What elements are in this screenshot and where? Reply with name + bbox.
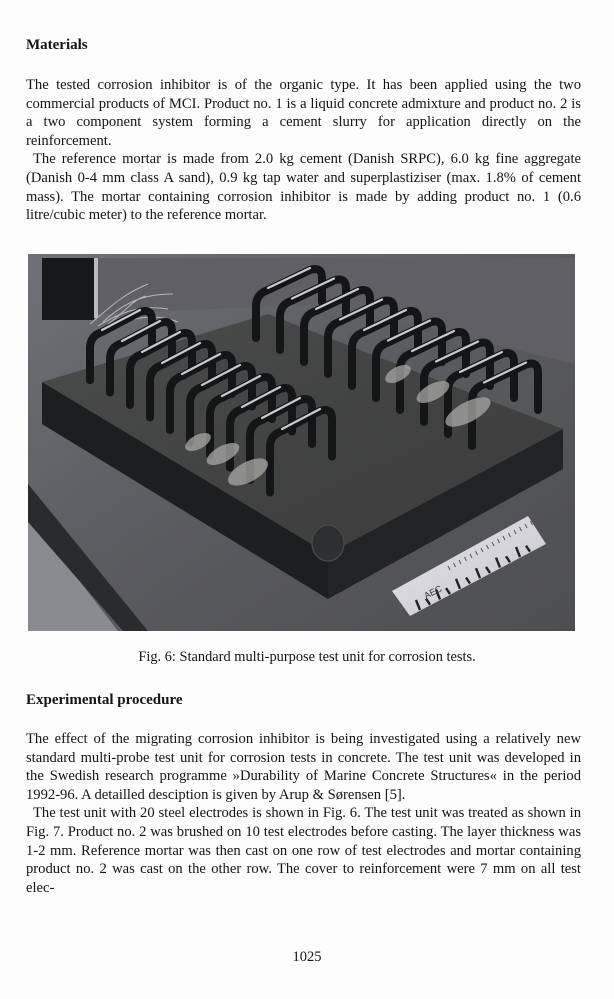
experimental-body [26, 730, 581, 897]
page-number: 1025 [292, 949, 322, 965]
section-heading-materials: Materials [26, 37, 88, 53]
paragraph: The effect of the migrating corrosion inhibitor is being investigated using a relatively new standard multi-probe test unit for corrosion tests in concrete. The test unit was developed in the Swedish research programme »Durability of Marine Concrete Structures« in the period 1992-96. A detailled desciption is given by Arup & Sørensen [5]. [26, 731, 581, 803]
figure-caption: Fig. 6: Standard multi-purpose test unit for corrosion tests. [138, 649, 476, 665]
paragraph: The test unit with 20 steel electrodes is shown in Fig. 6. The test unit was treated as shown in Fig. 7. Product no. 2 was brushed on 10 test electrodes before casting. The layer thickness was 1-2 mm. Reference mortar was then cast on one row of test electrodes and mortar containing product no. 2 was cast on the other row. The cover to reinforcement were 7 mm on all test elec- [26, 805, 581, 896]
ruler-label: AEC [422, 583, 444, 601]
materials-body [26, 76, 581, 225]
paragraph: The reference mortar is made from 2.0 kg cement (Danish SRPC), 6.0 kg fine aggregate (Danish 0-4 mm class A sand), 0.9 kg tap water and superplastiziser (max. 1.8% of cement mass). The mortar containing corrosion inhibitor is made by adding product no. 1 (0.6 litre/cubic meter) to the reference mortar. [26, 151, 581, 224]
block-label-disc [312, 525, 344, 561]
paragraph: The tested corrosion inhibitor is of the organic type. It has been applied using the two commercial products of MCI. Product no. 1 is a liquid concrete admixture and product no. 2 is a two component system forming a cement slurry for application directly on the reinforcement. [26, 77, 581, 149]
background-dark-panel [42, 258, 94, 320]
section-heading-experimental-procedure: Experimental procedure [26, 692, 183, 708]
figure-photo [28, 254, 575, 631]
test-unit-photo [28, 254, 575, 631]
